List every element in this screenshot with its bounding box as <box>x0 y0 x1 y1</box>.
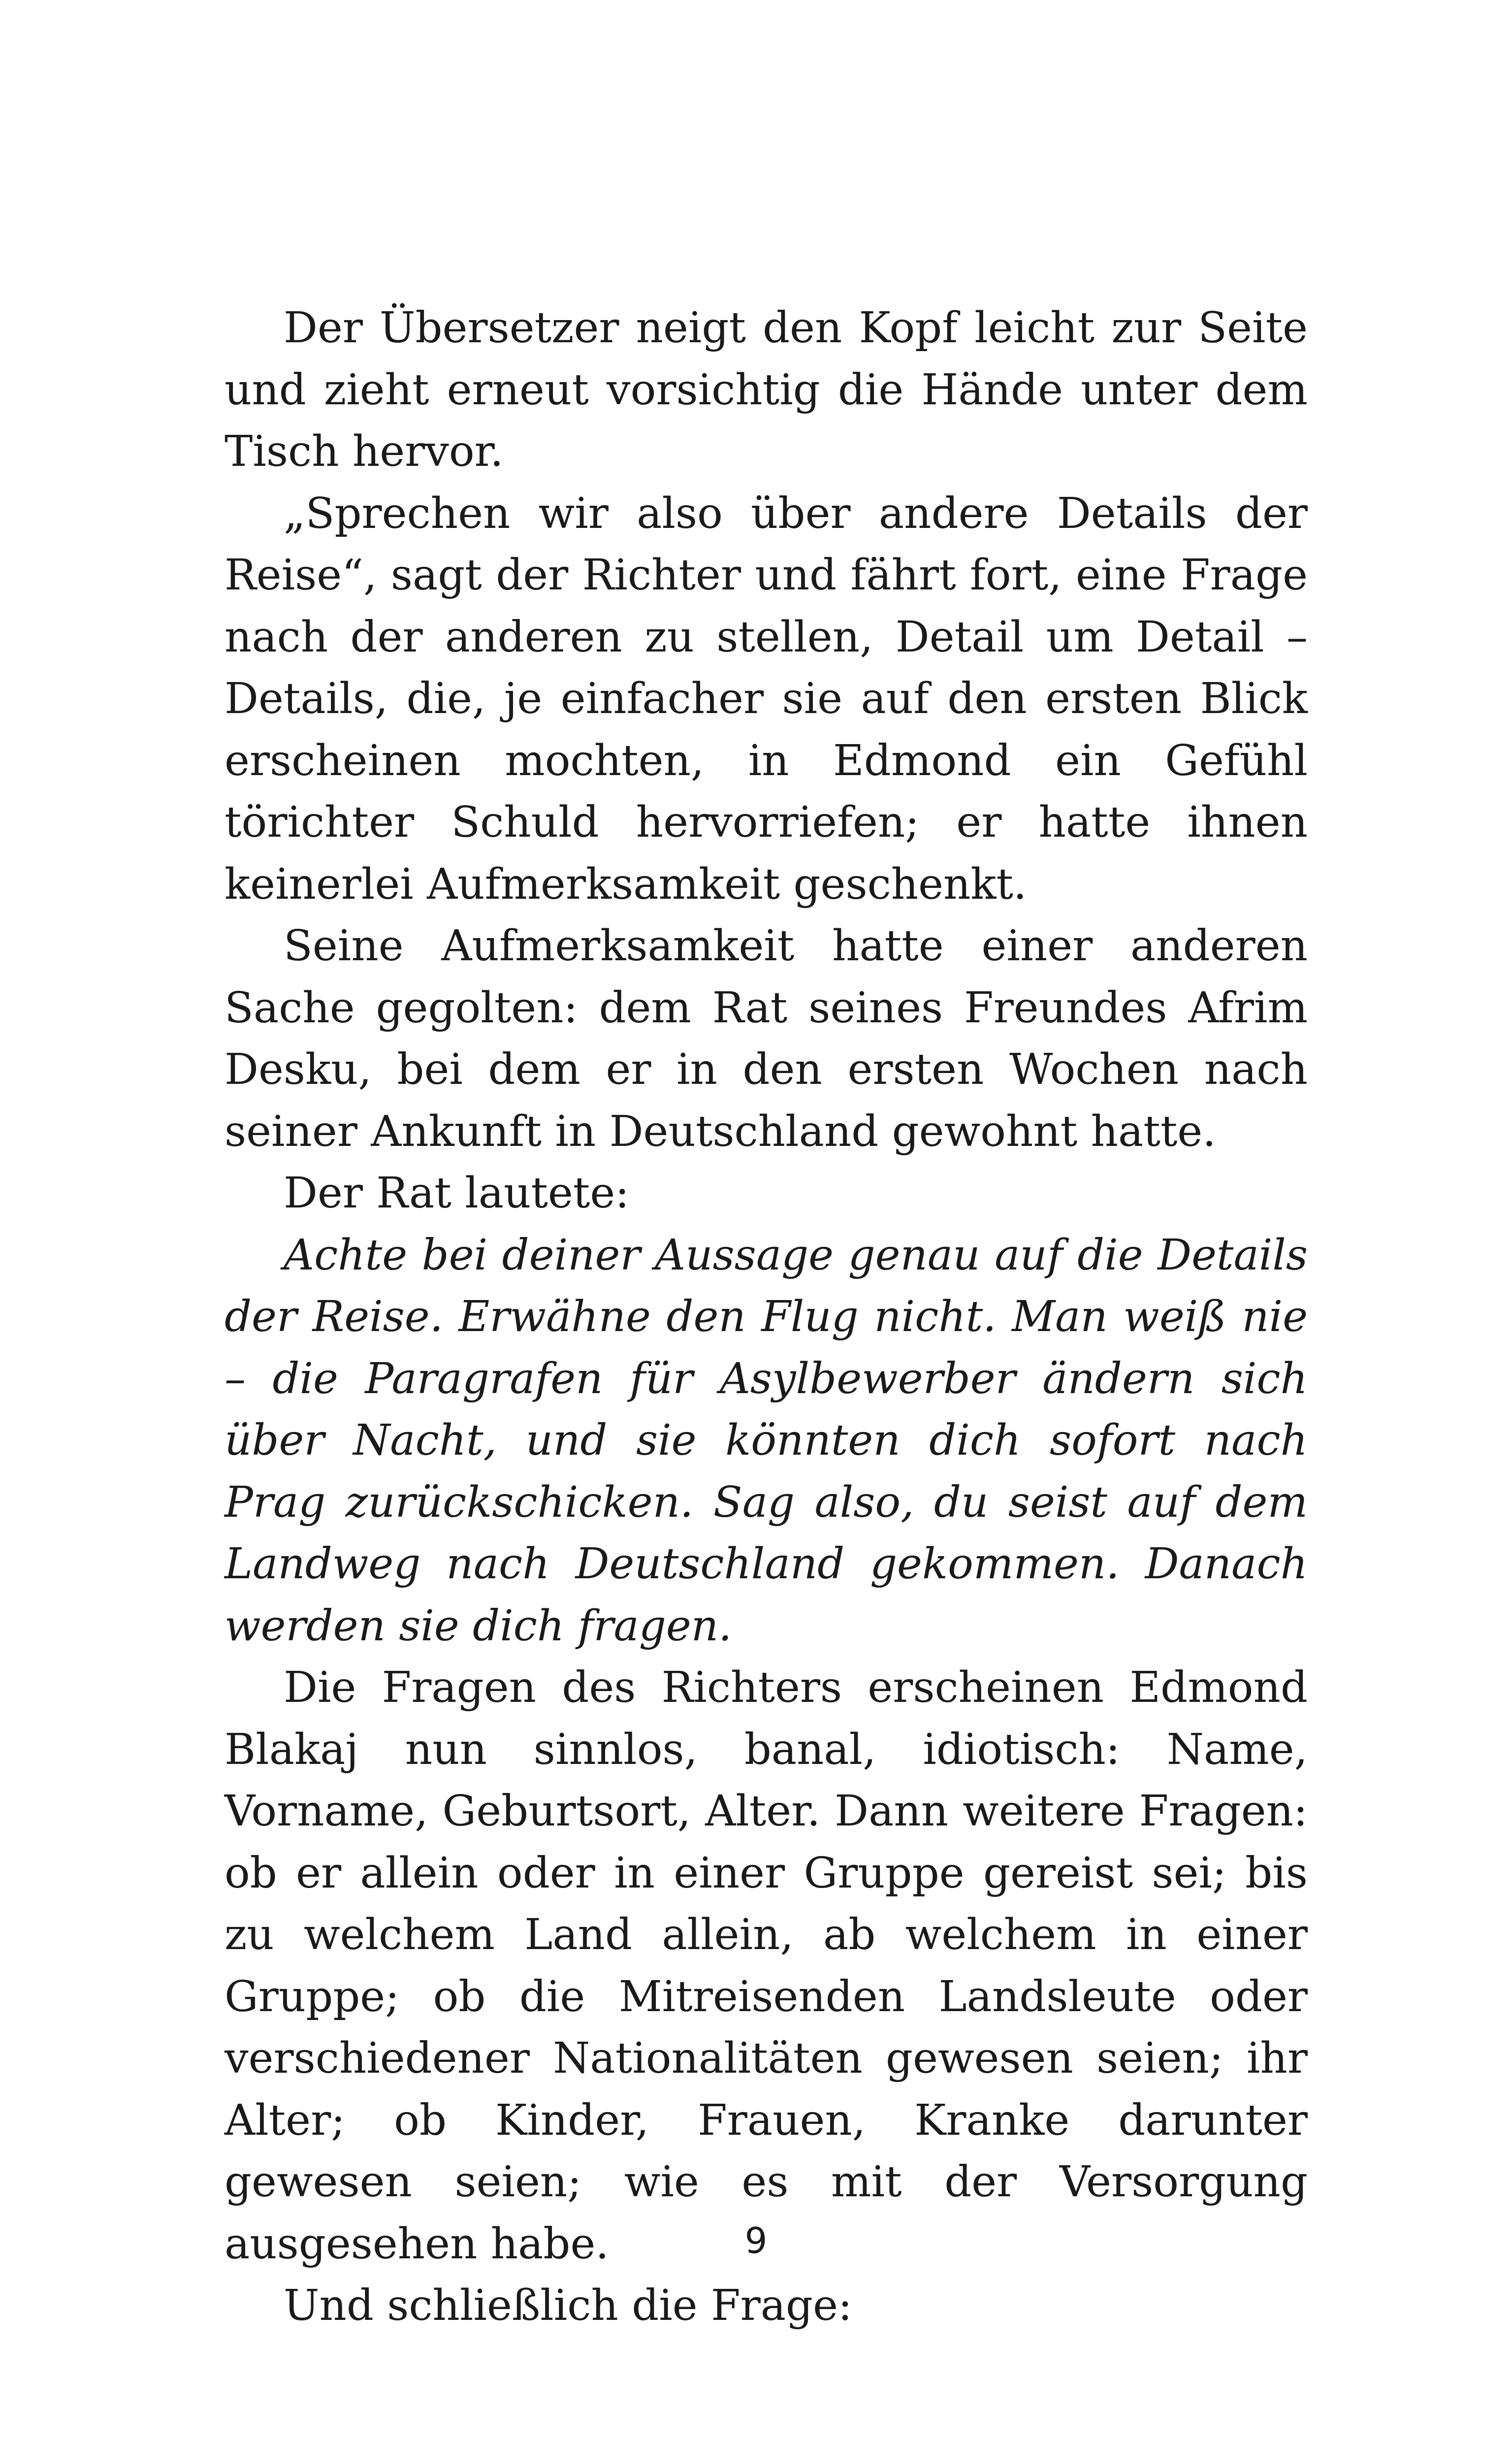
body-text <box>225 297 1308 2337</box>
paragraph-judge-questions: „Sprechen wir also über andere Details der Reise“, sagt der Richter und fährt fort, eine Frage nach der anderen zu stellen, Detail um Detail – Details, die, je einfacher sie auf den ersten Blick erscheinen mochten, in Edmond ein Gefühl törichter Schuld hervorriefen; er hatte ihnen keinerlei Aufmerksamkeit geschenkt. <box>225 489 1308 909</box>
paragraph-advice-quote: Achte bei deiner Aussage genau auf die Details der Reise. Erwähne den Flug nicht. Man weiß nie – die Paragrafen für Asylbewerber ändern sich über Nacht, und sie könnten dich sofort nach Prag zurückschicken. Sag also, du seist auf dem Landweg nach Deutschland gekommen. Danach werden sie dich fragen. <box>225 1230 1308 1651</box>
paragraph-translator: Der Übersetzer neigt den Kopf leicht zur Seite und zieht erneut vorsichtig die Hände unter dem Tisch hervor. <box>225 303 1308 476</box>
paragraph-final-question: Und schließlich die Frage: <box>284 2281 852 2330</box>
paragraph-judge-list: Die Fragen des Richters erscheinen Edmond Blakaj nun sinnlos, banal, idiotisch: Name, Vorname, Geburtsort, Alter. Dann weitere Fragen: ob er allein oder in einer Gruppe gereist sei; bis zu welchem Land allein, ab welchem in einer Gruppe; ob die Mitreisenden Landsleute oder verschiedener Nationalitäten gewesen seien; ihr Alter; ob Kinder, Frauen, Kranke darunter gewesen seien; wie es mit der Versorgung ausgesehen habe. <box>225 1663 1308 2269</box>
page-number: 9 <box>744 2220 768 2261</box>
paragraph-attention: Seine Aufmerksamkeit hatte einer anderen Sache gegolten: dem Rat seines Freundes Afrim Desku, bei dem er in den ersten Wochen nach seiner Ankunft in Deutschland gewohnt hatte. <box>225 921 1308 1156</box>
paragraph-advice-intro: Der Rat lautete: <box>284 1169 630 1218</box>
